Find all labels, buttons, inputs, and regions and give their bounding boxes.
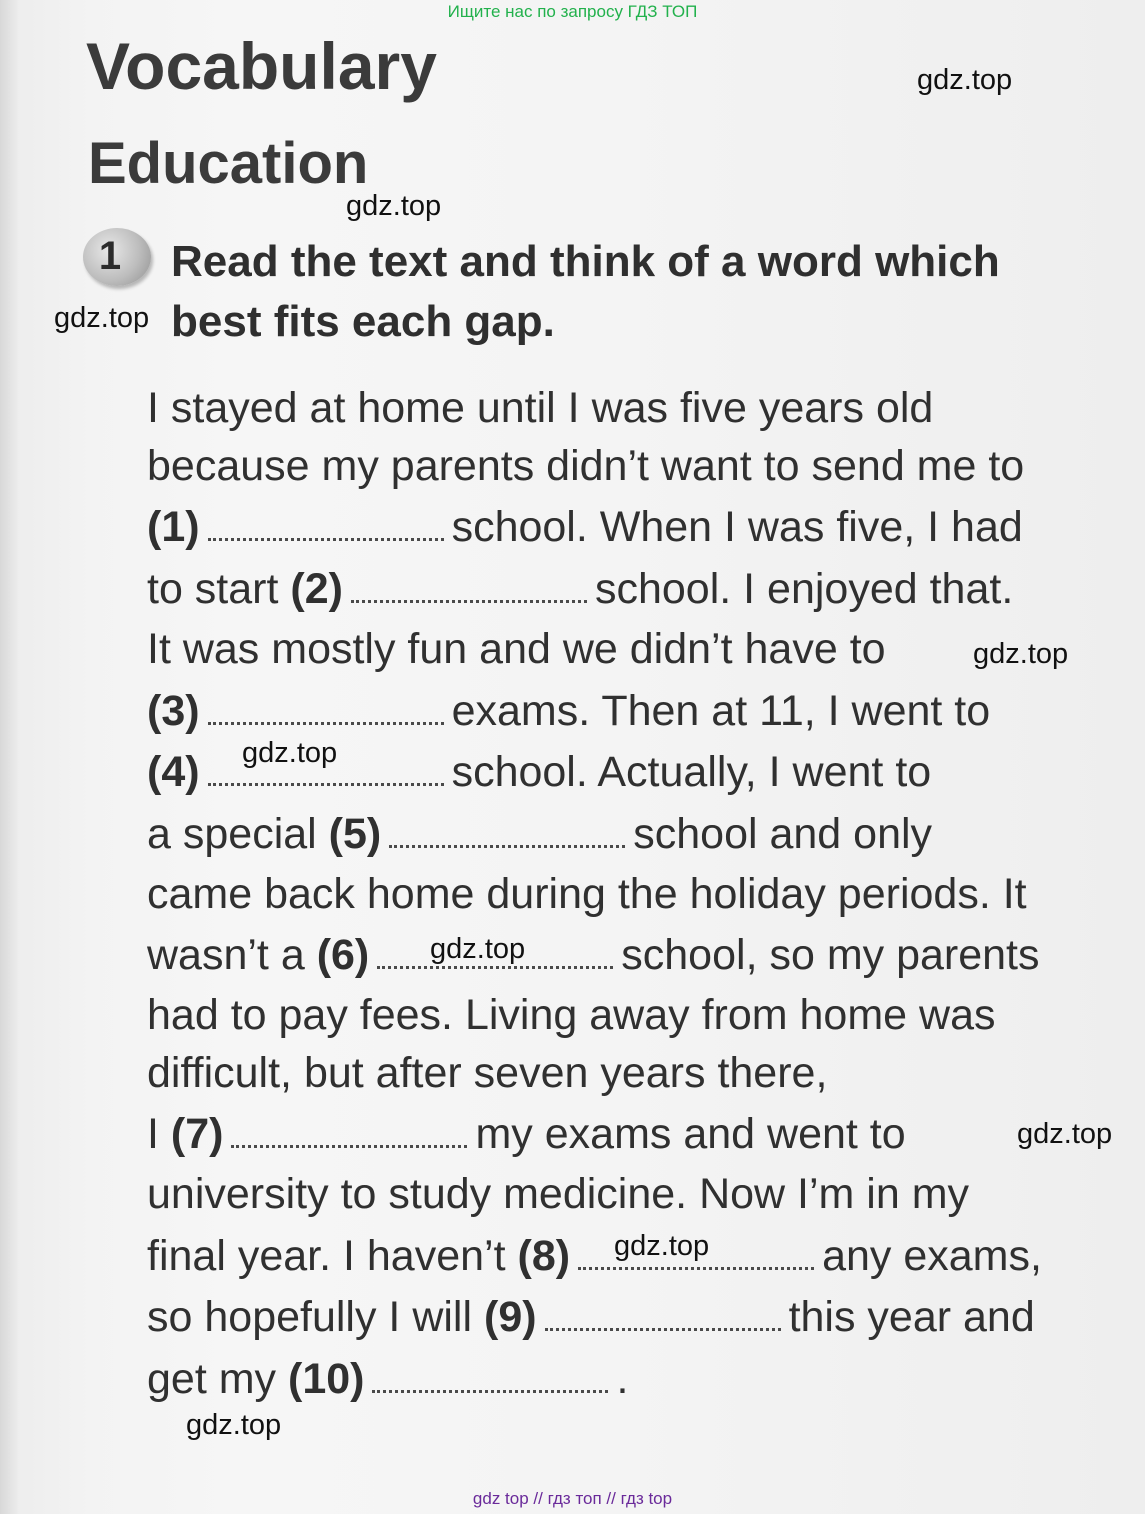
text-line xyxy=(147,685,990,737)
line-text: get my xyxy=(147,1355,277,1403)
line-text: university to study medicine. Now I’m in my xyxy=(147,1170,970,1218)
line-text: because my parents didn’t want to send me to xyxy=(147,442,1025,490)
watermark: gdz.top xyxy=(186,1409,282,1441)
text-line xyxy=(147,1291,1035,1343)
text-line xyxy=(147,501,1023,553)
line-text: It was mostly fun and we didn’t have to xyxy=(147,625,886,673)
text-line xyxy=(147,1108,906,1160)
line-text: a special xyxy=(147,810,317,858)
gap-blank[interactable] xyxy=(231,1115,467,1148)
text-line xyxy=(147,868,1027,920)
line-text: any exams, xyxy=(822,1232,1042,1280)
watermark: gdz.top xyxy=(242,737,338,769)
gap-number: (3) xyxy=(147,687,200,735)
section-subtitle: Education xyxy=(88,131,369,196)
text-line xyxy=(147,623,886,675)
watermark: gdz.top xyxy=(614,1230,710,1262)
text-line xyxy=(147,808,932,860)
exercise-number: 1 xyxy=(98,234,122,278)
watermark: gdz.top xyxy=(430,933,526,965)
text-line xyxy=(147,1353,628,1405)
section-title: Vocabulary xyxy=(86,29,437,103)
line-text: school, so my parents xyxy=(621,931,1040,979)
text-line xyxy=(147,989,996,1041)
watermark: gdz.top xyxy=(973,638,1069,670)
line-text: school and only xyxy=(633,810,933,858)
line-text: I xyxy=(147,1110,159,1158)
line-text: school. When I was five, I had xyxy=(451,503,1023,551)
line-text: school. Actually, I went to xyxy=(451,748,932,796)
line-text: my exams and went to xyxy=(475,1110,906,1158)
watermark: gdz.top xyxy=(346,190,442,222)
line-text: exams. Then at 11, I went to xyxy=(451,687,991,735)
text-line xyxy=(147,382,933,434)
line-text: this year and xyxy=(788,1293,1035,1341)
gap-number: (6) xyxy=(316,931,370,979)
line-text: difficult, but after seven years there, xyxy=(147,1049,828,1097)
footer-links[interactable]: gdz top // гдз топ // гдз top xyxy=(472,1489,673,1508)
exercise-number-badge xyxy=(83,228,151,286)
line-text: final year. I haven’t xyxy=(147,1232,506,1280)
watermark: gdz.top xyxy=(917,64,1013,96)
line-text: school. I enjoyed that. xyxy=(594,565,1014,613)
page-spine-shadow xyxy=(0,0,18,1514)
gap-number: (10) xyxy=(288,1355,365,1403)
gap-blank[interactable] xyxy=(389,815,625,848)
line-text: wasn’t a xyxy=(147,931,305,979)
line-text: to start xyxy=(147,565,279,613)
text-line xyxy=(147,1230,1042,1282)
gap-blank[interactable] xyxy=(545,1298,781,1331)
gap-blank[interactable] xyxy=(208,508,444,541)
text-line xyxy=(147,1168,969,1220)
text-line xyxy=(147,1047,827,1099)
top-banner[interactable]: Ищите нас по запросу ГДЗ ТОП xyxy=(447,2,698,21)
gap-number: (5) xyxy=(328,810,382,858)
line-text: . xyxy=(616,1355,629,1403)
text-line xyxy=(147,563,1013,615)
line-text: so hopefully I will xyxy=(147,1293,473,1341)
gap-number: (7) xyxy=(170,1110,224,1158)
line-text: I stayed at home until I was five years old xyxy=(147,384,934,432)
gap-number: (1) xyxy=(147,503,200,551)
text-line xyxy=(147,440,1024,492)
gap-blank[interactable] xyxy=(208,692,444,725)
gap-blank[interactable] xyxy=(351,570,587,603)
line-text: came back home during the holiday periods. It xyxy=(147,870,1027,918)
line-text: had to pay fees. Living away from home was xyxy=(147,991,996,1039)
watermark: gdz.top xyxy=(1017,1118,1113,1150)
gap-number: (2) xyxy=(290,565,343,613)
gap-number: (8) xyxy=(517,1232,571,1280)
text-line xyxy=(147,929,1040,981)
gap-number: (9) xyxy=(484,1293,537,1341)
gap-number: (4) xyxy=(147,748,200,796)
exercise-instruction: Read the text and think of a word which best fits each gap. xyxy=(171,237,1000,346)
gap-blank[interactable] xyxy=(372,1360,608,1393)
watermark: gdz.top xyxy=(54,302,150,334)
